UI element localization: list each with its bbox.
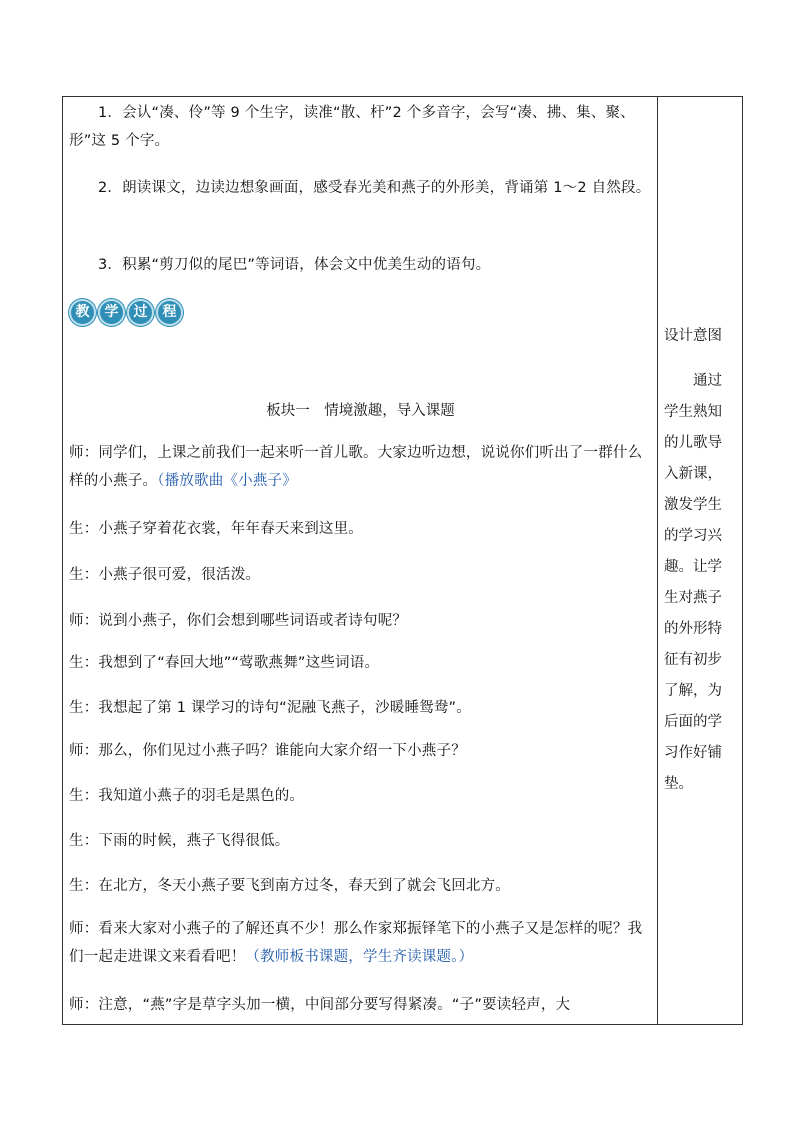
dialogue-line: 生：小燕子很可爱，很活泼。 xyxy=(69,567,261,583)
badge-char: 过 xyxy=(127,299,154,326)
main-column xyxy=(63,97,658,1024)
dialogue-line: 师：那么，你们见过小燕子吗？谁能向大家介绍一下小燕子？ xyxy=(69,743,466,759)
dialogue-line: 生：小燕子穿着花衣裳，年年春天来到这里。 xyxy=(69,521,363,537)
section-badge-teaching-process xyxy=(69,299,183,329)
dialogue-line: 师：看来大家对小燕子的了解还真不少！那么作家郑振铎笔下的小燕子又是怎样的呢？我们一起走进课文来看看吧！（教师板书课题，学生齐读课题。） xyxy=(69,921,643,965)
design-intent-text: 通过学生熟知的儿歌导入新课，激发学生的学习兴趣。让学生对燕子的外形特征有初步了解，为后面的学习作好铺垫。 xyxy=(664,373,722,792)
design-intent-column xyxy=(658,97,742,1024)
dialogue-line: 师：说到小燕子，你们会想到哪些词语或者诗句呢？ xyxy=(69,613,408,629)
dialogue-line: 生：我想起了第 1 课学习的诗句“泥融飞燕子，沙暖睡鸳鸯”。 xyxy=(69,700,471,716)
badge-char: 教 xyxy=(69,299,96,326)
dialogue-line: 师：注意，“燕”字是草字头加一横，中间部分要写得紧凑。“子”要读轻声，大 xyxy=(69,997,571,1013)
dialogue-line: 生：在北方，冬天小燕子要飞到南方过冬，春天到了就会飞回北方。 xyxy=(69,878,510,894)
dialogue-line: 生：我知道小燕子的羽毛是黑色的。 xyxy=(69,788,305,804)
dialogue-line: 生：我想到了“春回大地”“莺歌燕舞”这些词语。 xyxy=(69,655,380,671)
design-intent-heading: 设计意图 xyxy=(664,328,722,344)
objective-3: 3．积累“剪刀似的尾巴”等词语，体会文中优美生动的语句。 xyxy=(98,257,491,273)
dialogue-line: 师：同学们，上课之前我们一起来听一首儿歌。大家边听边想，说说你们听出了一群什么样的小燕子。（播放歌曲《小燕子》 xyxy=(69,445,643,489)
dialogue-line: 生：下雨的时候，燕子飞得很低。 xyxy=(69,833,290,849)
lesson-plan-table xyxy=(62,96,743,1025)
block-title: 板块一 情境激趣，导入课题 xyxy=(266,403,455,419)
badge-char: 程 xyxy=(156,299,183,326)
objective-2: 2．朗读课文，边读边想象画面，感受春光美和燕子的外形美，背诵第 1～2 自然段。 xyxy=(98,180,651,196)
objective-1: 1．会认“凑、伶”等 9 个生字，读准“散、杆”2 个多音字，会写“凑、拂、集、聚、形”这 5 个字。 xyxy=(69,105,635,149)
badge-char: 学 xyxy=(98,299,125,326)
